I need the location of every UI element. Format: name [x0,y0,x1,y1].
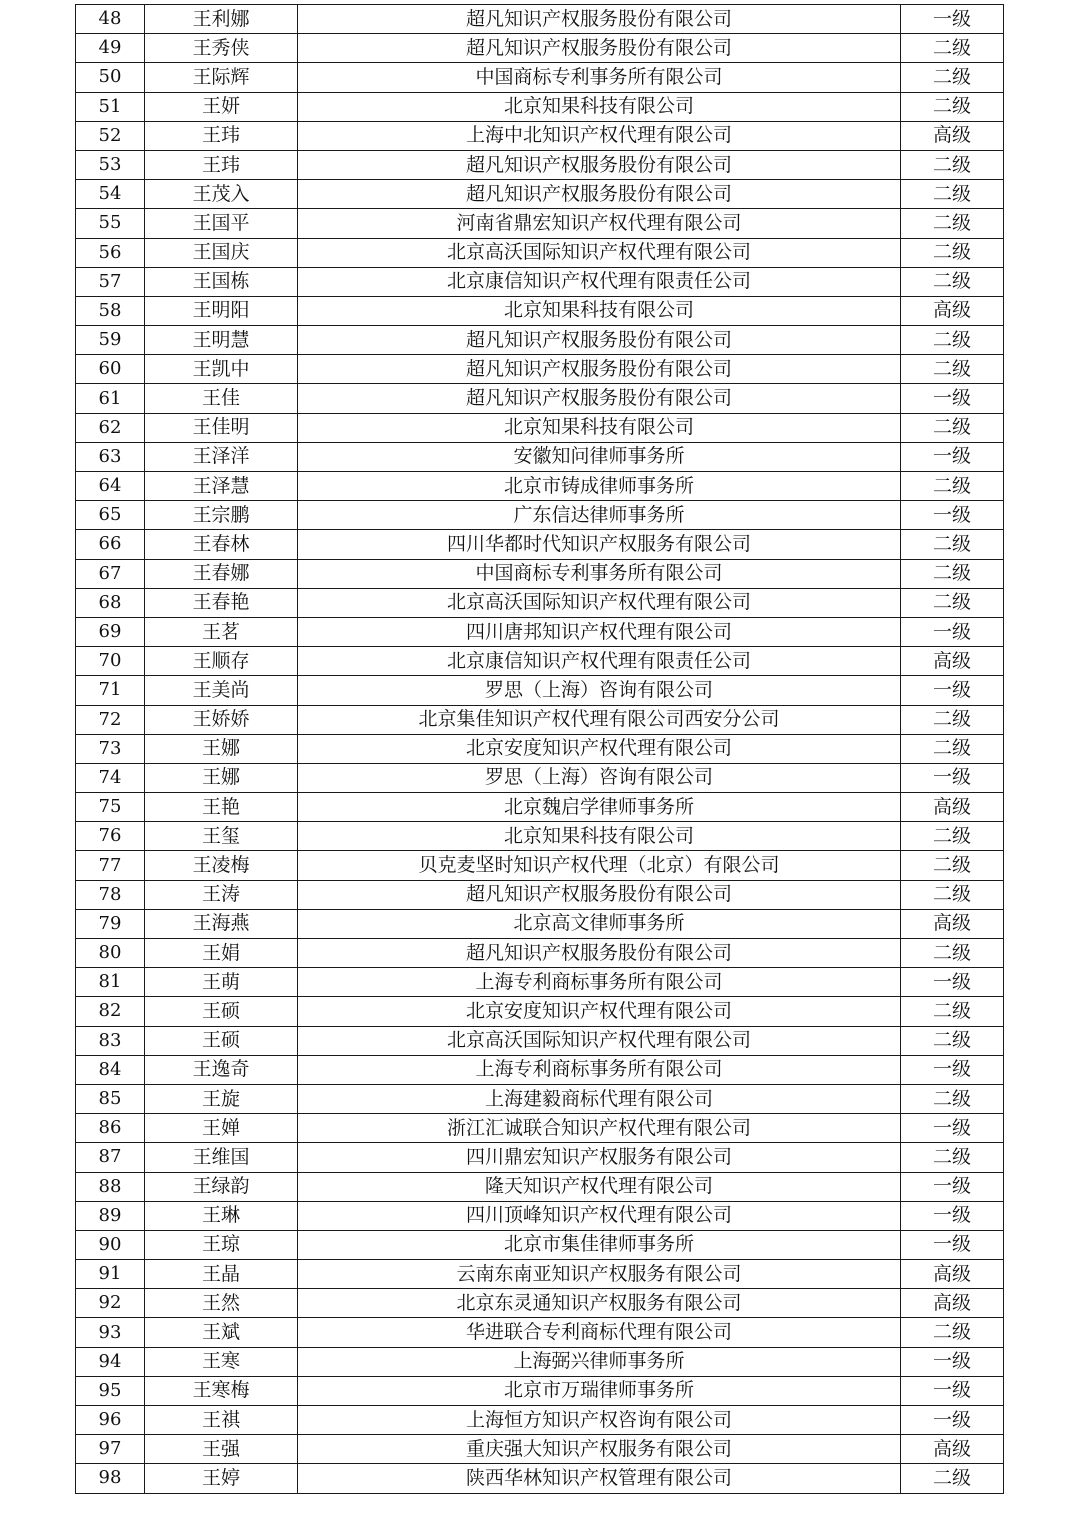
organization-cell: 北京集佳知识产权代理有限公司西安分公司 [298,705,901,734]
name-cell: 王海燕 [145,909,298,938]
organization-cell: 上海弼兴律师事务所 [298,1347,901,1376]
organization-cell: 陕西华林知识产权管理有限公司 [298,1464,901,1493]
name-cell: 王国平 [145,209,298,238]
organization-cell: 北京康信知识产权代理有限责任公司 [298,267,901,296]
row-number-cell: 64 [76,472,145,501]
name-cell: 王逸奇 [145,1055,298,1084]
table-row [76,1464,1004,1493]
name-cell: 王际辉 [145,63,298,92]
table-row [76,1230,1004,1259]
row-number-cell: 49 [76,34,145,63]
name-cell: 王艳 [145,793,298,822]
organization-cell: 云南东南亚知识产权服务有限公司 [298,1260,901,1289]
table-row [76,793,1004,822]
name-cell: 王玺 [145,822,298,851]
organization-cell: 北京安度知识产权代理有限公司 [298,997,901,1026]
name-cell: 王春娜 [145,559,298,588]
level-cell: 一级 [901,501,1004,530]
row-number-cell: 54 [76,180,145,209]
organization-cell: 上海恒方知识产权咨询有限公司 [298,1406,901,1435]
table-row [76,121,1004,150]
level-cell: 一级 [901,763,1004,792]
name-cell: 王绿韵 [145,1172,298,1201]
organization-cell: 北京高文律师事务所 [298,909,901,938]
table-row [76,34,1004,63]
agent-list-table [75,4,1004,1494]
row-number-cell: 66 [76,530,145,559]
level-cell: 高级 [901,1289,1004,1318]
level-cell: 一级 [901,676,1004,705]
table-row [76,851,1004,880]
name-cell: 王茗 [145,617,298,646]
table-row [76,822,1004,851]
name-cell: 王利娜 [145,5,298,34]
level-cell: 一级 [901,1406,1004,1435]
level-cell: 二级 [901,1464,1004,1493]
level-cell: 高级 [901,296,1004,325]
table-row [76,676,1004,705]
name-cell: 王硕 [145,1026,298,1055]
name-cell: 王春艳 [145,588,298,617]
level-cell: 高级 [901,647,1004,676]
name-cell: 王泽慧 [145,472,298,501]
organization-cell: 四川鼎宏知识产权服务有限公司 [298,1143,901,1172]
level-cell: 二级 [901,267,1004,296]
table-row [76,1376,1004,1405]
level-cell: 二级 [901,705,1004,734]
organization-cell: 超凡知识产权服务股份有限公司 [298,326,901,355]
table-row [76,1260,1004,1289]
level-cell: 一级 [901,1376,1004,1405]
level-cell: 二级 [901,150,1004,179]
organization-cell: 华进联合专利商标代理有限公司 [298,1318,901,1347]
level-cell: 二级 [901,939,1004,968]
organization-cell: 北京市万瑞律师事务所 [298,1376,901,1405]
table-body [76,5,1004,1494]
name-cell: 王祺 [145,1406,298,1435]
table-row [76,1114,1004,1143]
organization-cell: 北京市铸成律师事务所 [298,472,901,501]
table-row [76,734,1004,763]
row-number-cell: 96 [76,1406,145,1435]
table-row [76,501,1004,530]
name-cell: 王茂入 [145,180,298,209]
level-cell: 二级 [901,1318,1004,1347]
row-number-cell: 61 [76,384,145,413]
table-row [76,997,1004,1026]
level-cell: 一级 [901,1230,1004,1259]
table-row [76,238,1004,267]
name-cell: 王佳 [145,384,298,413]
organization-cell: 四川唐邦知识产权代理有限公司 [298,617,901,646]
name-cell: 王婷 [145,1464,298,1493]
row-number-cell: 52 [76,121,145,150]
name-cell: 王国庆 [145,238,298,267]
organization-cell: 罗思（上海）咨询有限公司 [298,763,901,792]
row-number-cell: 97 [76,1435,145,1464]
table-row [76,209,1004,238]
organization-cell: 北京高沃国际知识产权代理有限公司 [298,588,901,617]
row-number-cell: 78 [76,880,145,909]
table-row [76,880,1004,909]
row-number-cell: 75 [76,793,145,822]
organization-cell: 超凡知识产权服务股份有限公司 [298,939,901,968]
table-row [76,1172,1004,1201]
row-number-cell: 79 [76,909,145,938]
organization-cell: 安徽知问律师事务所 [298,442,901,471]
organization-cell: 四川华都时代知识产权服务有限公司 [298,530,901,559]
table-row [76,617,1004,646]
table-row [76,1347,1004,1376]
table-row [76,1026,1004,1055]
organization-cell: 北京高沃国际知识产权代理有限公司 [298,238,901,267]
name-cell: 王玮 [145,150,298,179]
name-cell: 王春林 [145,530,298,559]
organization-cell: 超凡知识产权服务股份有限公司 [298,34,901,63]
row-number-cell: 83 [76,1026,145,1055]
name-cell: 王顺存 [145,647,298,676]
organization-cell: 超凡知识产权服务股份有限公司 [298,355,901,384]
name-cell: 王维国 [145,1143,298,1172]
level-cell: 高级 [901,1260,1004,1289]
name-cell: 王美尚 [145,676,298,705]
table-row [76,150,1004,179]
row-number-cell: 60 [76,355,145,384]
organization-cell: 北京知果科技有限公司 [298,296,901,325]
level-cell: 二级 [901,851,1004,880]
table-row [76,1318,1004,1347]
table-row [76,442,1004,471]
row-number-cell: 57 [76,267,145,296]
organization-cell: 隆天知识产权代理有限公司 [298,1172,901,1201]
row-number-cell: 77 [76,851,145,880]
level-cell: 二级 [901,472,1004,501]
level-cell: 二级 [901,588,1004,617]
name-cell: 王宗鹏 [145,501,298,530]
organization-cell: 北京康信知识产权代理有限责任公司 [298,647,901,676]
row-number-cell: 56 [76,238,145,267]
level-cell: 二级 [901,413,1004,442]
level-cell: 二级 [901,326,1004,355]
name-cell: 王玮 [145,121,298,150]
level-cell: 一级 [901,1055,1004,1084]
table-row [76,939,1004,968]
table-row [76,296,1004,325]
row-number-cell: 94 [76,1347,145,1376]
row-number-cell: 74 [76,763,145,792]
organization-cell: 河南省鼎宏知识产权代理有限公司 [298,209,901,238]
row-number-cell: 92 [76,1289,145,1318]
organization-cell: 中国商标专利事务所有限公司 [298,63,901,92]
table-row [76,1289,1004,1318]
level-cell: 高级 [901,121,1004,150]
name-cell: 王秀侠 [145,34,298,63]
name-cell: 王琼 [145,1230,298,1259]
table-row [76,63,1004,92]
level-cell: 高级 [901,1435,1004,1464]
organization-cell: 重庆强大知识产权服务有限公司 [298,1435,901,1464]
name-cell: 王硕 [145,997,298,1026]
row-number-cell: 51 [76,92,145,121]
level-cell: 一级 [901,5,1004,34]
row-number-cell: 86 [76,1114,145,1143]
organization-cell: 北京知果科技有限公司 [298,92,901,121]
organization-cell: 北京知果科技有限公司 [298,822,901,851]
organization-cell: 北京知果科技有限公司 [298,413,901,442]
organization-cell: 上海中北知识产权代理有限公司 [298,121,901,150]
row-number-cell: 50 [76,63,145,92]
name-cell: 王强 [145,1435,298,1464]
table-row [76,1201,1004,1230]
name-cell: 王明阳 [145,296,298,325]
level-cell: 一级 [901,1347,1004,1376]
organization-cell: 超凡知识产权服务股份有限公司 [298,384,901,413]
row-number-cell: 95 [76,1376,145,1405]
table-row [76,705,1004,734]
name-cell: 王然 [145,1289,298,1318]
organization-cell: 罗思（上海）咨询有限公司 [298,676,901,705]
name-cell: 王泽洋 [145,442,298,471]
name-cell: 王明慧 [145,326,298,355]
organization-cell: 北京安度知识产权代理有限公司 [298,734,901,763]
table-row [76,1143,1004,1172]
level-cell: 二级 [901,1084,1004,1113]
table-row [76,530,1004,559]
table-row [76,5,1004,34]
name-cell: 王晶 [145,1260,298,1289]
row-number-cell: 71 [76,676,145,705]
row-number-cell: 62 [76,413,145,442]
row-number-cell: 88 [76,1172,145,1201]
row-number-cell: 69 [76,617,145,646]
row-number-cell: 67 [76,559,145,588]
row-number-cell: 80 [76,939,145,968]
level-cell: 二级 [901,355,1004,384]
level-cell: 一级 [901,968,1004,997]
organization-cell: 超凡知识产权服务股份有限公司 [298,180,901,209]
row-number-cell: 84 [76,1055,145,1084]
table-row [76,1435,1004,1464]
organization-cell: 北京东灵通知识产权服务有限公司 [298,1289,901,1318]
level-cell: 二级 [901,92,1004,121]
table-row [76,1406,1004,1435]
table-row [76,647,1004,676]
organization-cell: 北京魏启学律师事务所 [298,793,901,822]
level-cell: 高级 [901,793,1004,822]
row-number-cell: 72 [76,705,145,734]
table-row [76,909,1004,938]
row-number-cell: 76 [76,822,145,851]
level-cell: 一级 [901,1201,1004,1230]
name-cell: 王寒梅 [145,1376,298,1405]
level-cell: 二级 [901,997,1004,1026]
name-cell: 王娜 [145,763,298,792]
organization-cell: 北京市集佳律师事务所 [298,1230,901,1259]
table-row [76,267,1004,296]
row-number-cell: 53 [76,150,145,179]
row-number-cell: 59 [76,326,145,355]
row-number-cell: 90 [76,1230,145,1259]
row-number-cell: 93 [76,1318,145,1347]
name-cell: 王国栋 [145,267,298,296]
row-number-cell: 89 [76,1201,145,1230]
table-row [76,559,1004,588]
organization-cell: 超凡知识产权服务股份有限公司 [298,880,901,909]
level-cell: 一级 [901,1172,1004,1201]
name-cell: 王佳明 [145,413,298,442]
level-cell: 一级 [901,384,1004,413]
table-row [76,413,1004,442]
organization-cell: 广东信达律师事务所 [298,501,901,530]
name-cell: 王琳 [145,1201,298,1230]
name-cell: 王娜 [145,734,298,763]
table-row [76,92,1004,121]
organization-cell: 贝克麦坚时知识产权代理（北京）有限公司 [298,851,901,880]
organization-cell: 超凡知识产权服务股份有限公司 [298,5,901,34]
table-row [76,588,1004,617]
row-number-cell: 63 [76,442,145,471]
row-number-cell: 82 [76,997,145,1026]
row-number-cell: 68 [76,588,145,617]
name-cell: 王娇娇 [145,705,298,734]
level-cell: 二级 [901,1143,1004,1172]
organization-cell: 上海专利商标事务所有限公司 [298,968,901,997]
table-row [76,355,1004,384]
name-cell: 王萌 [145,968,298,997]
name-cell: 王妍 [145,92,298,121]
table-row [76,763,1004,792]
row-number-cell: 58 [76,296,145,325]
table-row [76,326,1004,355]
organization-cell: 中国商标专利事务所有限公司 [298,559,901,588]
table-row [76,180,1004,209]
organization-cell: 上海建毅商标代理有限公司 [298,1084,901,1113]
row-number-cell: 70 [76,647,145,676]
table-row [76,1084,1004,1113]
table-row [76,472,1004,501]
level-cell: 二级 [901,734,1004,763]
name-cell: 王婵 [145,1114,298,1143]
organization-cell: 浙江汇诚联合知识产权代理有限公司 [298,1114,901,1143]
name-cell: 王凌梅 [145,851,298,880]
level-cell: 二级 [901,180,1004,209]
table-row [76,968,1004,997]
table-row [76,384,1004,413]
level-cell: 二级 [901,34,1004,63]
row-number-cell: 65 [76,501,145,530]
name-cell: 王涛 [145,880,298,909]
name-cell: 王凯中 [145,355,298,384]
name-cell: 王娟 [145,939,298,968]
row-number-cell: 98 [76,1464,145,1493]
row-number-cell: 55 [76,209,145,238]
organization-cell: 北京高沃国际知识产权代理有限公司 [298,1026,901,1055]
name-cell: 王寒 [145,1347,298,1376]
row-number-cell: 81 [76,968,145,997]
level-cell: 二级 [901,822,1004,851]
level-cell: 一级 [901,442,1004,471]
row-number-cell: 73 [76,734,145,763]
name-cell: 王斌 [145,1318,298,1347]
organization-cell: 上海专利商标事务所有限公司 [298,1055,901,1084]
row-number-cell: 91 [76,1260,145,1289]
organization-cell: 超凡知识产权服务股份有限公司 [298,150,901,179]
row-number-cell: 85 [76,1084,145,1113]
level-cell: 二级 [901,209,1004,238]
level-cell: 二级 [901,63,1004,92]
level-cell: 一级 [901,617,1004,646]
organization-cell: 四川顶峰知识产权代理有限公司 [298,1201,901,1230]
row-number-cell: 87 [76,1143,145,1172]
level-cell: 二级 [901,238,1004,267]
table-row [76,1055,1004,1084]
level-cell: 一级 [901,1114,1004,1143]
level-cell: 二级 [901,1026,1004,1055]
level-cell: 二级 [901,559,1004,588]
row-number-cell: 48 [76,5,145,34]
level-cell: 二级 [901,880,1004,909]
level-cell: 高级 [901,909,1004,938]
name-cell: 王旋 [145,1084,298,1113]
level-cell: 二级 [901,530,1004,559]
